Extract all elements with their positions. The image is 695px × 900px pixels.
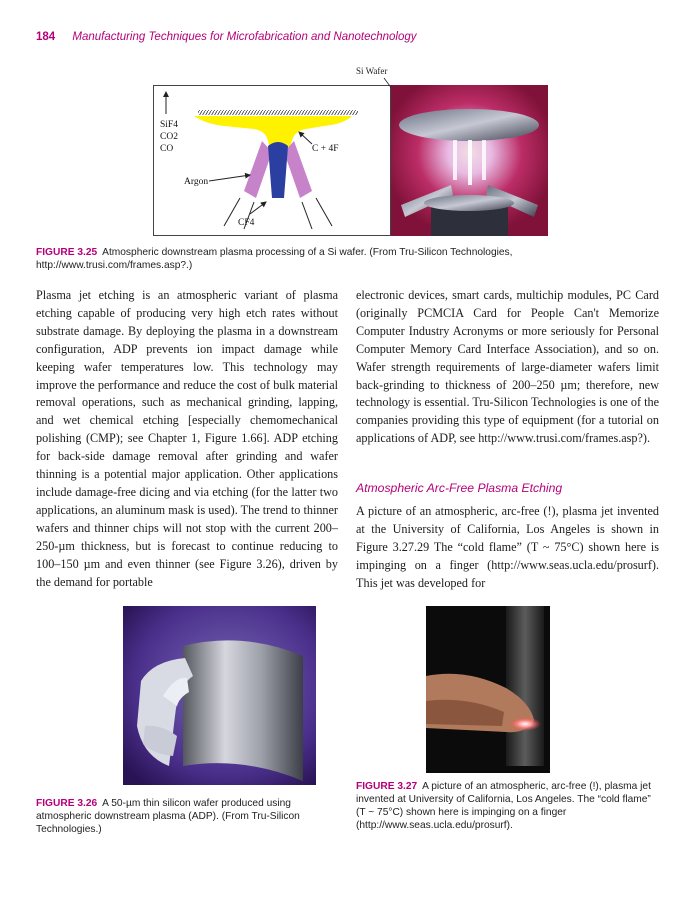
cold-flame-photo	[426, 606, 550, 773]
page-number: 184	[36, 31, 56, 43]
figure-3-27-caption-label: FIGURE 3.27	[356, 781, 418, 792]
right-column-lower	[356, 503, 659, 593]
argon-right-shape	[284, 141, 312, 198]
label-sif4: SiF4	[160, 120, 178, 130]
left-column	[36, 287, 338, 591]
figure-3-27-photo	[426, 606, 550, 773]
figure-3-26-caption-label: FIGURE 3.26	[36, 798, 98, 809]
running-head	[36, 31, 417, 43]
figure-3-27-caption	[356, 780, 656, 832]
figure-3-26-photo	[123, 606, 316, 785]
figure-3-25-caption-label: FIGURE 3.25	[36, 247, 98, 258]
label-co2: CO2	[160, 132, 178, 142]
figure-3-25-caption	[36, 246, 660, 272]
right-column-upper	[356, 287, 659, 448]
label-co: CO	[160, 144, 174, 154]
figure-3-25-photo	[391, 85, 548, 236]
label-c-4f: C + 4F	[312, 144, 339, 154]
plasma-chamber-photo	[391, 85, 548, 236]
body-paragraph: electronic devices, smart cards, multichip modules, PC Card (originally PCMCIA Card for People Can't Memorize Computer Industry Acronyms or more seriously for Personal Computer Memory Card Interface Association), and so on. Wafer strength requirements of large-diameter wafers limit back-grinding to thickness of 200–250 µm; therefore, new technology is essential. Tru-Silicon Technologies is one of the companies providing this type of equipment (for a tutorial on applications of ADP, see http://www.trusi.com/frames.asp?).	[356, 288, 659, 446]
figure-3-25-diagram	[153, 85, 391, 236]
thin-wafer-photo	[123, 606, 316, 785]
section-heading: Atmospheric Arc-Free Plasma Etching	[356, 481, 563, 495]
figure-3-26-caption-text: A 50-µm thin silicon wafer produced using atmospheric downstream plasma (ADP). (From Tru-Silicon Technologies.)	[36, 798, 300, 835]
figure-3-27-caption-text: A picture of an atmospheric, arc-free (!), plasma jet invented at University of California, Los Angeles. The “cold flame” (T ~ 75°C) shown here is impinging on a finger (http://www.seas.ucla.edu/prosurf).	[356, 781, 651, 831]
body-paragraph: Plasma jet etching is an atmospheric variant of plasma etching capable of producing very high etch rates without substrate damage. By deploying the plasma in a downstream configuration, ADP prevents ion impact damage while keeping wafer temperatures low. This technology may improve the performance and reduce the cost of bulk material removal operations, such as mechanical grinding, lapping, and wet chemical etching [especially chemomechanical polishing (CMP); see Chapter 1, Figure 1.66]. ADP etching for back-side damage removal after grinding and wafer thinning is a potential major application. Other applications include damage-free dicing and via etching (for the latter two applications, an aluminum mask is used). The trend to thinner wafers and thinner chips will not stop with the current 200–250-µm thickness, but is forecast to continue reducing to 100–150 µm and even thinner (see Figure 3.26), driven by the demand for portable	[36, 288, 338, 589]
book-title: Manufacturing Techniques for Microfabrication and Nanotechnology	[72, 31, 417, 43]
plasma-jet-shape	[268, 142, 288, 198]
figure-3-25-caption-text: Atmospheric downstream plasma processing of a Si wafer. (From Tru-Silicon Technologies, http://www.trusi.com/frames.asp?.)	[36, 247, 513, 271]
si-wafer-label: Si Wafer	[356, 66, 388, 76]
wafer-shape	[198, 110, 358, 115]
body-paragraph: A picture of an atmospheric, arc-free (!), plasma jet invented at the University of California, Los Angeles is shown in Figure 3.27.29 The “cold flame” (T ~ 75°C) shown here is impinging on a finger (http://www.seas.ucla.edu/prosurf). This jet was developed for	[356, 504, 659, 590]
label-cf4: CF4	[238, 218, 255, 228]
argon-left-shape	[244, 141, 272, 198]
label-argon: Argon	[184, 177, 209, 187]
figure-3-26-caption	[36, 797, 346, 836]
plasma-diagram-graphic	[154, 86, 392, 237]
